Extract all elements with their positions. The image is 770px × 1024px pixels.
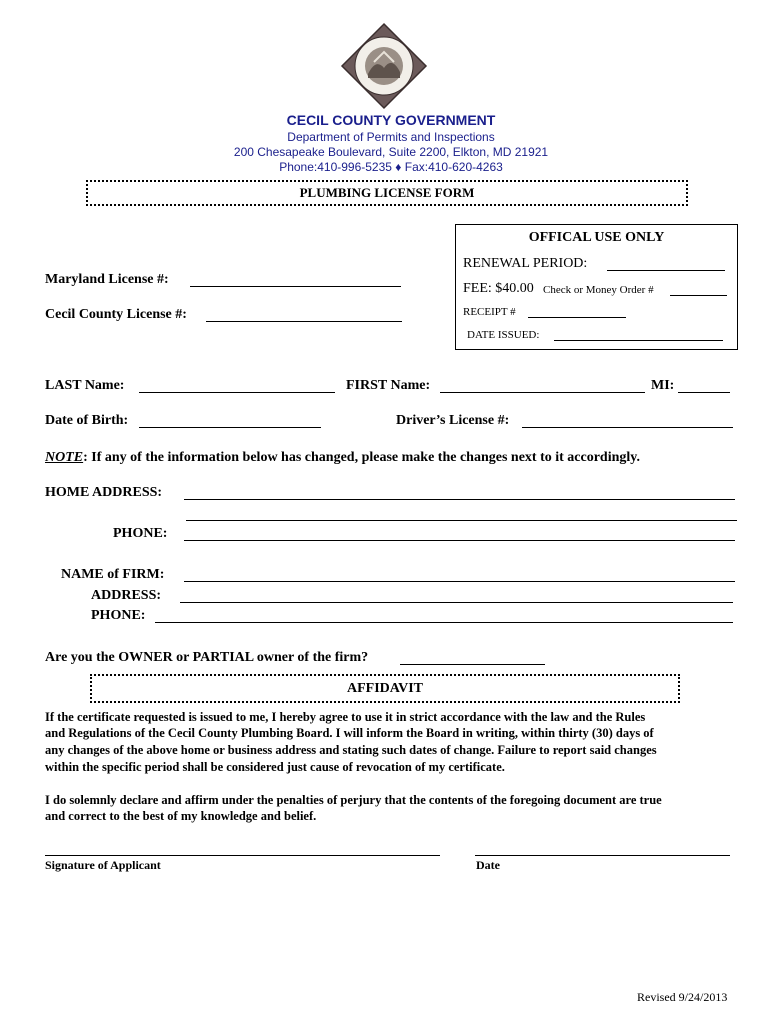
date-issued-field[interactable] bbox=[554, 328, 723, 341]
drivers-license-label: Driver’s License #: bbox=[396, 413, 510, 428]
department-name: Department of Permits and Inspections bbox=[287, 130, 495, 144]
money-order-number-field[interactable] bbox=[670, 283, 727, 296]
firm-phone-label: PHONE: bbox=[91, 608, 146, 623]
first-name-field[interactable] bbox=[440, 378, 645, 393]
affidavit-title: AFFIDAVIT bbox=[347, 681, 423, 696]
firm-name-field[interactable] bbox=[184, 567, 735, 582]
middle-initial-label: MI: bbox=[651, 378, 675, 393]
county-seal-logo bbox=[340, 22, 428, 110]
ownership-question: Are you the OWNER or PARTIAL owner of the firm? bbox=[45, 650, 369, 665]
signature-label: Signature of Applicant bbox=[45, 858, 161, 872]
declaration-line: and correct to the best of my knowledge and belief. bbox=[45, 809, 317, 823]
date-issued-label: DATE ISSUED: bbox=[467, 329, 540, 341]
home-phone-label: PHONE: bbox=[113, 526, 168, 541]
receipt-label: RECEIPT # bbox=[463, 306, 516, 318]
date-of-birth-label: Date of Birth: bbox=[45, 413, 129, 428]
firm-address-label: ADDRESS: bbox=[91, 588, 162, 603]
affidavit-line: any changes of the above home or business address and stating such dates of change. Failure to report said changes bbox=[45, 743, 657, 757]
first-name-label: FIRST Name: bbox=[346, 378, 431, 393]
affidavit-line: within the specific period shall be considered just cause of revocation of my certificate. bbox=[45, 760, 505, 774]
date-label: Date bbox=[476, 858, 500, 872]
org-name: CECIL COUNTY GOVERNMENT bbox=[286, 112, 496, 128]
date-field[interactable] bbox=[475, 855, 730, 856]
affidavit-line: and Regulations of the Cecil County Plumbing Board. I will inform the Board in writing, within thirty (30) days of bbox=[45, 726, 654, 740]
drivers-license-field[interactable] bbox=[522, 413, 733, 428]
middle-initial-field[interactable] bbox=[678, 378, 730, 393]
cecil-license-field[interactable] bbox=[206, 307, 402, 322]
renewal-period-field[interactable] bbox=[607, 256, 725, 271]
firm-name-label: NAME of FIRM: bbox=[61, 567, 165, 582]
maryland-license-field[interactable] bbox=[190, 272, 401, 287]
ownership-answer-field[interactable] bbox=[400, 650, 545, 665]
last-name-label: LAST Name: bbox=[45, 378, 125, 393]
home-address-field-2[interactable] bbox=[186, 506, 737, 521]
signature-field[interactable] bbox=[45, 855, 440, 856]
department-address: 200 Chesapeake Boulevard, Suite 2200, Elkton, MD 21921 bbox=[233, 145, 549, 159]
form-title: PLUMBING LICENSE FORM bbox=[299, 185, 475, 200]
home-phone-field[interactable] bbox=[184, 526, 735, 541]
official-use-title: OFFICAL USE ONLY bbox=[528, 230, 665, 245]
fee-payment-method: Check or Money Order # bbox=[543, 284, 654, 296]
cecil-license-label: Cecil County License #: bbox=[45, 307, 187, 322]
renewal-period-label: RENEWAL PERIOD: bbox=[463, 256, 588, 271]
fee-label: FEE: $40.00 bbox=[463, 281, 534, 296]
note-text bbox=[45, 450, 640, 466]
firm-phone-field[interactable] bbox=[155, 608, 733, 623]
firm-address-field[interactable] bbox=[180, 588, 733, 603]
home-address-field-1[interactable] bbox=[184, 485, 735, 500]
declaration-line: I do solemnly declare and affirm under the penalties of perjury that the contents of the foregoing document are true bbox=[45, 793, 662, 807]
last-name-field[interactable] bbox=[139, 378, 335, 393]
date-of-birth-field[interactable] bbox=[139, 413, 321, 428]
home-address-label: HOME ADDRESS: bbox=[45, 485, 163, 500]
affidavit-line: If the certificate requested is issued to me, I hereby agree to use it in strict accordance with the law and the Rules bbox=[45, 710, 646, 724]
revision-date: Revised 9/24/2013 bbox=[637, 990, 728, 1004]
note-body: : If any of the information below has changed, please make the changes next to it accordingly. bbox=[83, 450, 641, 465]
receipt-number-field[interactable] bbox=[528, 305, 626, 318]
maryland-license-label: Maryland License #: bbox=[45, 272, 169, 287]
note-label: NOTE bbox=[45, 450, 84, 465]
phone-fax: Phone:410-996-5235 ♦ Fax:410-620-4263 bbox=[279, 160, 503, 174]
